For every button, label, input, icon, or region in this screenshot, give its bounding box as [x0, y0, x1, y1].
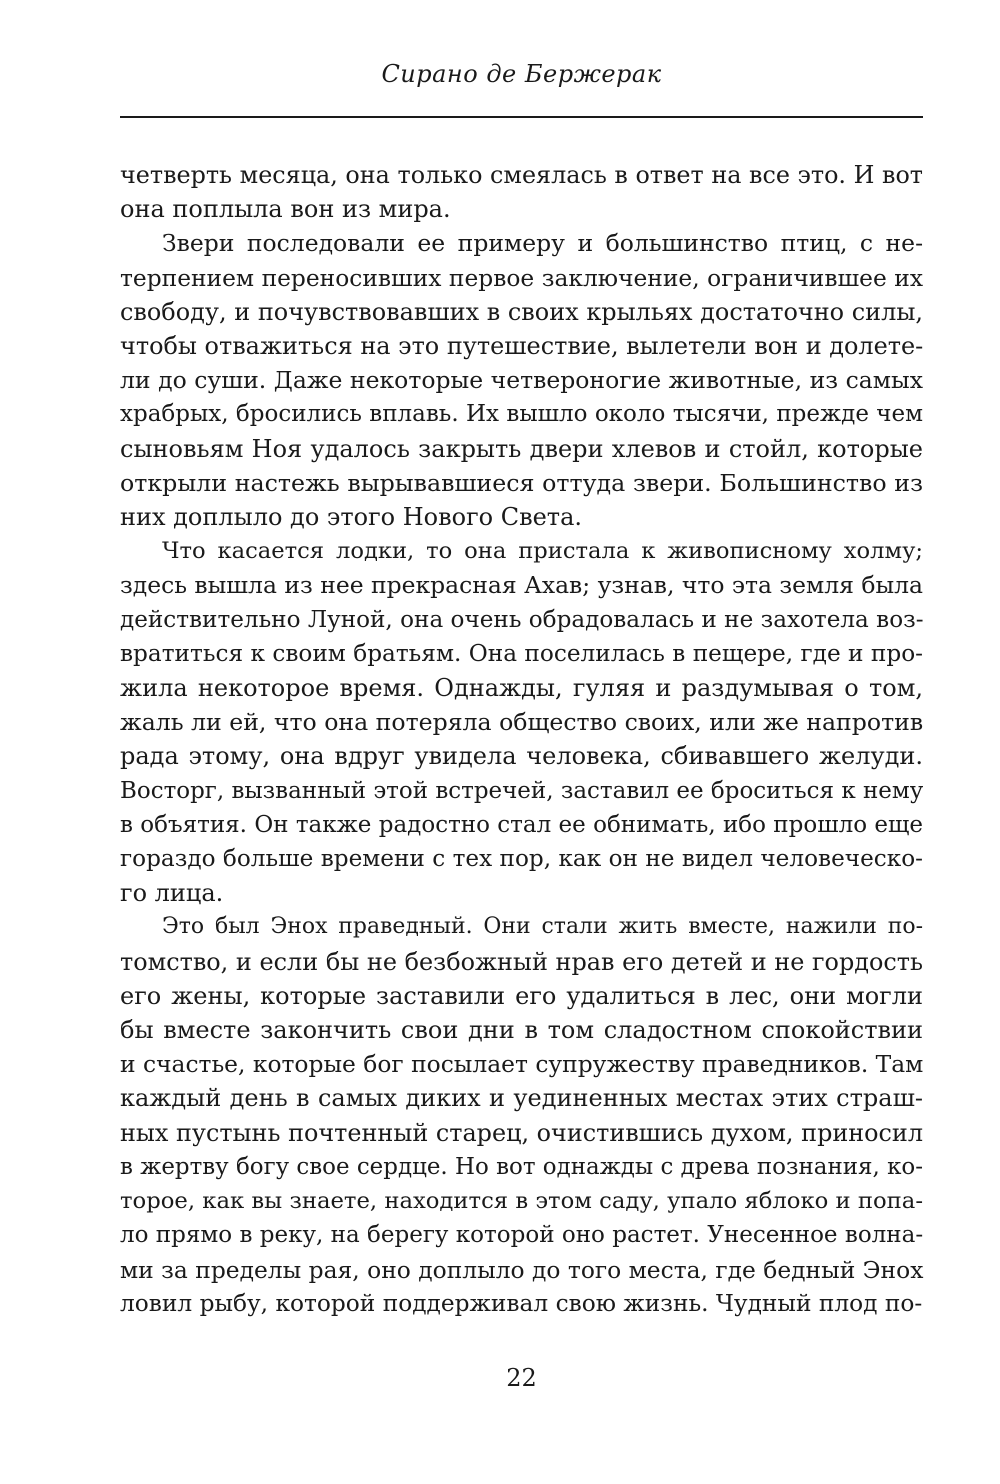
- text-line: его жены, которые заставили его удалиться в лес, они могли: [120, 981, 923, 1010]
- text-line: в объятия. Он также радостно стал ее обнимать, ибо прошло еще: [120, 811, 923, 838]
- text-line: свободу, и почувствовавших в своих крыльях достаточно силы,: [120, 297, 923, 326]
- text-line: го лица.: [120, 879, 224, 908]
- text-line: Восторг, вызванный этой встречей, заставил ее броситься к нему: [120, 777, 924, 804]
- text-line: сыновьям Ноя удалось закрыть двери хлевов и стойл, которые: [120, 434, 923, 463]
- text-line: томство, и если бы не безбожный нрав его детей и не гордость: [120, 947, 923, 976]
- text-line: них доплыло до этого Нового Света.: [120, 503, 583, 532]
- text-line: ловил рыбу, которой поддерживал свою жизнь. Чудный плод по-: [120, 1289, 923, 1317]
- text-line: Звери последовали ее примеру и большинство птиц, с не-: [162, 229, 923, 258]
- text-line: гораздо больше времени с тех пор, как он не видел человеческо-: [120, 846, 923, 873]
- text-line: Что касается лодки, то она пристала к живописному холму;: [162, 538, 923, 565]
- text-line: бы вместе закончить свои дни в том сладостном спокойствии: [120, 1016, 923, 1045]
- body-text: [120, 158, 923, 1321]
- running-title: Сирано де Бержерак: [381, 60, 662, 88]
- page-number: 22: [506, 1364, 537, 1392]
- text-line: рада этому, она вдруг увидела человека, сбивавшего желуди.: [120, 742, 923, 771]
- text-line: ных пустынь почтенный старец, очистившись духом, приносил: [120, 1118, 923, 1147]
- text-line: четверть месяца, она только смеялась в ответ на все это. И вот: [120, 161, 923, 189]
- text-line: действительно Луной, она очень обрадовалась и не захотела воз-: [120, 606, 924, 633]
- text-line: торое, как вы знаете, находится в этом саду, упало яблоко и попа-: [120, 1188, 923, 1215]
- text-line: она поплыла вон из мира.: [120, 195, 451, 224]
- text-line: чтобы отважиться на это путешествие, вылетели вон и долете-: [120, 332, 924, 361]
- text-line: ли до суши. Даже некоторые четвероногие животные, из самых: [120, 366, 923, 395]
- paragraph: [120, 226, 923, 534]
- text-line: открыли настежь вырывавшиеся оттуда звери. Большинство из: [120, 468, 923, 497]
- paragraph: [120, 158, 923, 226]
- text-line: жила некоторое время. Однажды, гуляя и раздумывая о том,: [120, 674, 923, 703]
- paragraph: [120, 534, 923, 910]
- text-line: жаль ли ей, что она потеряла общество своих, или же напротив: [120, 708, 924, 737]
- paragraph: [120, 910, 923, 1320]
- text-line: Это был Энох праведный. Они стали жить вместе, нажили по-: [162, 914, 923, 940]
- text-line: в жертву богу свое сердце. Но вот однажды с древа познания, ко-: [120, 1153, 923, 1180]
- text-line: каждый день в самых диких и уединенных местах этих страш-: [120, 1084, 923, 1113]
- text-line: вратиться к своим братьям. Она поселилась в пещере, где и про-: [120, 639, 923, 667]
- text-line: и счастье, которые бог посылает супружеству праведников. Там: [120, 1050, 924, 1079]
- text-line: ло прямо в реку, на берегу которой оно растет. Унесенное волна-: [120, 1222, 924, 1249]
- text-line: здесь вышла из нее прекрасная Ахав; узнав, что эта земля была: [120, 571, 924, 600]
- text-line: ми за пределы рая, оно доплыло до того места, где бедный Энох: [120, 1255, 924, 1284]
- text-line: храбрых, бросились вплавь. Их вышло около тысячи, прежде чем: [120, 401, 923, 428]
- text-line: терпением переносивших первое заключение, ограничившее их: [120, 263, 923, 292]
- header-rule: [120, 116, 923, 118]
